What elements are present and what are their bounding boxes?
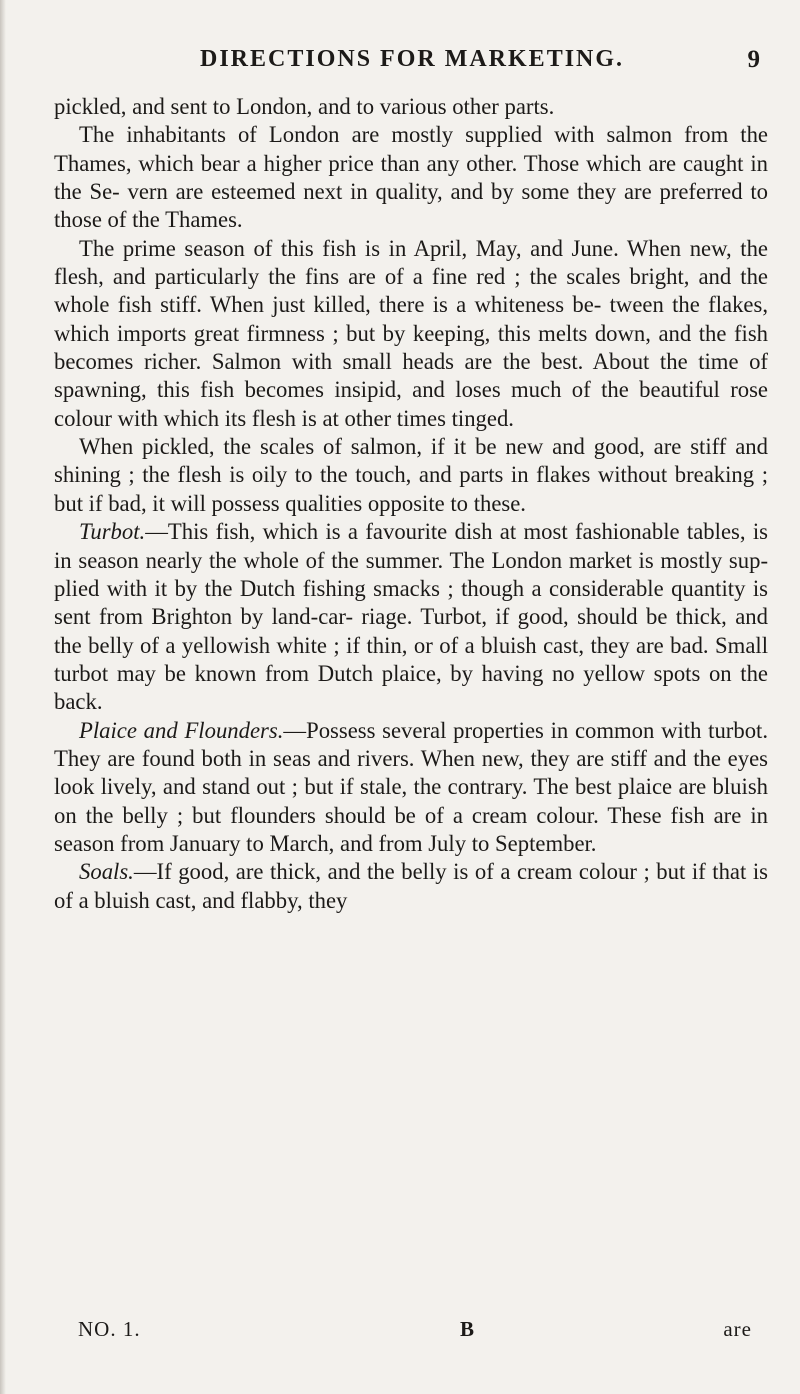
gathering-mark: B: [460, 1317, 476, 1341]
paragraph: [54, 235, 768, 433]
signature-mark: NO. 1.: [78, 1317, 141, 1341]
paragraph: [54, 93, 768, 121]
paragraph-plaice-and-flounders: [54, 717, 768, 859]
paragraph-lead: Soals.: [79, 859, 134, 885]
paragraph: [54, 121, 768, 234]
page-number: 9: [747, 46, 760, 73]
paragraph-turbot: [54, 518, 768, 716]
paragraph-text: When pickled, the scales of salmon, if it be new and good, are stiff and shining ; the flesh is oily to the touch, and parts in flakes without breaking ; but if bad, it will possess qualities opposite to these.: [54, 434, 768, 516]
paragraph-soals: [54, 858, 768, 915]
paragraph-lead: Plaice and Flounders.: [79, 717, 284, 743]
paragraph-lead: Turbot.: [79, 519, 146, 545]
paragraph-text: pickled, and sent to London, and to various other parts.: [54, 94, 555, 119]
page-footer: [0, 1317, 800, 1347]
paragraph-text: —If good, are thick, and the belly is of a cream colour ; but if that is of a bluish cast, and flabby, they: [54, 859, 768, 913]
page-edge-shadow: [0, 0, 6, 1394]
running-head: DIRECTIONS FOR MARKETING.: [200, 46, 625, 72]
paragraph: [54, 433, 768, 518]
paragraph-text: The inhabitants of London are mostly supplied with salmon from the Thames, which bear a higher price than any other. Those which are caught in the Se- vern are esteemed next in quality, and by some they are preferred to those of the Thames.: [54, 122, 768, 233]
body-text: [54, 93, 768, 915]
paragraph-text: —This fish, which is a favourite dish at most fashionable tables, is in season nearly the whole of the summer. The London market is mostly sup- plied with it by the Dutch fishing smacks ; though a considerable quantity is sent from Brighton by land-car- riage. Turbot, if good, should be thick, and the belly of a yellowish white ; if thin, or of a bluish cast, they are bad. Small turbot may be known from Dutch plaice, by having no yellow spots on the back.: [54, 519, 768, 715]
paragraph-text: The prime season of this fish is in April, May, and June. When new, the flesh, and particularly the fins are of a fine red ; the scales bright, and the whole fish stiff. When just killed, there is a whiteness be- tween the flakes, which imports great firmness ; but by keeping, this melts down, and the fish becomes richer. Salmon with small heads are the best. About the time of spawning, this fish becomes insipid, and loses much of the beautiful rose colour with which its flesh is at other times tinged.: [54, 235, 768, 431]
paragraph-text: —Possess several properties in common with turbot. They are found both in seas and rivers. When new, they are stiff and the eyes look lively, and stand out ; but if stale, the contrary. The best plaice are bluish on the belly ; but flounders should be of a cream colour. These fish are in season from January to March, and from July to September.: [54, 717, 769, 856]
catchword: are: [723, 1317, 752, 1341]
page-header: [0, 46, 800, 80]
